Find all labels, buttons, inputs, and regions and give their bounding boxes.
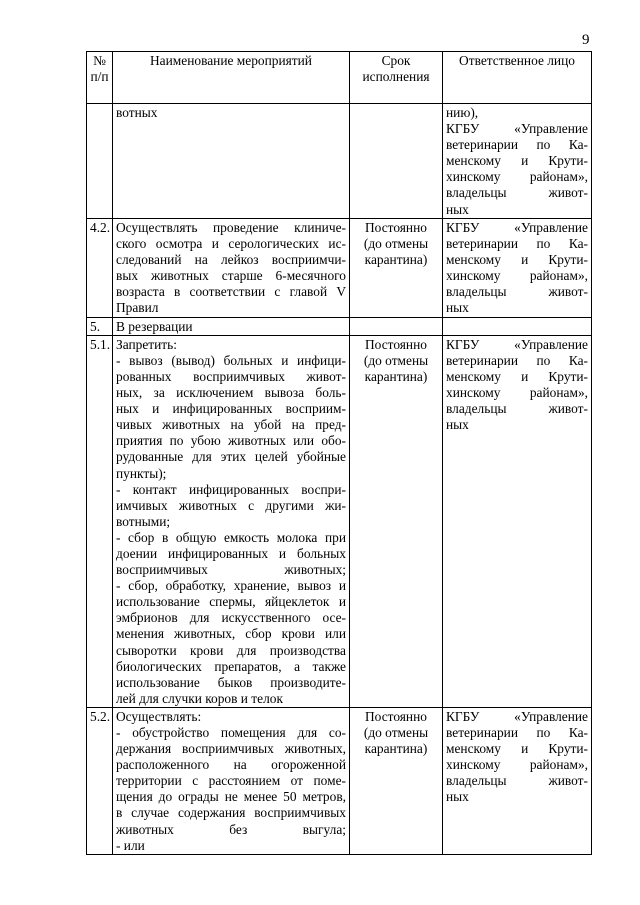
row-measure-name	[113, 335, 350, 707]
cell-line: КГБУ «Управление	[446, 219, 588, 235]
cell-line: вых животных старше 6-месячного	[116, 267, 346, 283]
row-term	[350, 707, 443, 854]
cell-line: Запретить:	[116, 336, 177, 352]
cell-line: животных без выгула;	[116, 821, 346, 837]
cell-line: - сбор, обработку, хранение, вывоз и	[116, 578, 346, 594]
cell-line: ветеринарии по Ка-	[446, 725, 588, 740]
table-row	[87, 317, 592, 335]
cell-line: Постоянно	[365, 708, 427, 724]
cell-line: вотными;	[116, 513, 171, 529]
cell-line: менскому и Крути-	[446, 251, 588, 267]
cell-line: менскому и Крути-	[446, 153, 588, 169]
cell-line: пункты);	[116, 465, 167, 481]
row-number: 5.2.	[87, 707, 113, 854]
row-measure-name	[113, 317, 350, 335]
row-number: 5.1.	[87, 335, 113, 707]
cell-line: имчивых животных с другими жи-	[116, 497, 346, 513]
cell-line: хинскому районам»,	[446, 385, 588, 401]
cell-line: ных	[446, 789, 469, 805]
row-measure-name	[113, 104, 350, 219]
cell-line: владельцы живот-	[446, 773, 588, 789]
cell-line: менскому и Крути-	[446, 368, 588, 384]
cell-line: Осуществлять:	[116, 708, 202, 724]
cell-line: территории с расстоянием от поме-	[116, 773, 346, 789]
row-responsible	[443, 104, 592, 219]
cell-line: владельцы живот-	[446, 401, 588, 417]
row-number	[87, 104, 113, 219]
cell-line: возраста в соответствии с главой V	[116, 284, 346, 300]
cell-line: расположенного на огороженной	[116, 757, 346, 773]
cell-line: следований на лейкоз восприимчи-	[116, 251, 346, 267]
cell-line: в случае содержания восприимчивых	[116, 805, 346, 821]
cell-line: (до отмены	[363, 725, 429, 740]
cell-line: рудованные для этих целей убойные	[116, 449, 346, 465]
cell-line: доении инфицированных и больных	[116, 545, 346, 561]
cell-line: ветеринарии по Ка-	[446, 137, 588, 153]
cell-line: - сбор в общую емкость молока при	[116, 529, 346, 545]
cell-line: хинскому районам»,	[446, 757, 588, 773]
cell-line: ных	[446, 300, 469, 316]
cell-line: - вывоз (вывод) больных и инфици-	[116, 352, 346, 368]
row-measure-name	[113, 218, 350, 317]
cell-line: В резервации	[116, 318, 193, 334]
row-term	[350, 218, 443, 317]
cell-line: восприимчивых животных;	[116, 562, 346, 578]
cell-line: КГБУ «Управление	[446, 336, 588, 352]
header-measure-name: Наименование мероприятий	[113, 52, 350, 104]
cell-line: вотных	[116, 105, 158, 120]
cell-line: ных	[446, 417, 469, 433]
header-responsible: Ответственное лицо	[443, 52, 592, 104]
table-row	[87, 707, 592, 854]
row-number: 4.2.	[87, 218, 113, 317]
row-number: 5.	[87, 317, 113, 335]
table-row	[87, 104, 592, 219]
row-term	[350, 317, 443, 335]
cell-line: хинскому районам»,	[446, 169, 588, 185]
cell-line: ных и инфицированных восприим-	[116, 401, 346, 417]
cell-line: Осуществлять проведение клиниче-	[116, 219, 346, 235]
page-number: 9	[582, 32, 590, 48]
header-term-line2: исполнения	[362, 69, 430, 85]
cell-line: сыворотки крови для производства	[116, 642, 346, 658]
cell-line: приятия по убою животных или обо-	[116, 433, 346, 449]
cell-line: рованных восприимчивых живот-	[116, 368, 346, 384]
cell-line: владельцы живот-	[446, 284, 588, 300]
cell-line: держания восприимчивых животных,	[116, 741, 346, 757]
cell-line: карантина)	[364, 741, 428, 757]
cell-line: ветеринарии по Ка-	[446, 235, 588, 251]
row-responsible	[443, 707, 592, 854]
cell-line: Правил	[116, 300, 159, 316]
cell-line: Постоянно	[365, 219, 427, 235]
row-responsible	[443, 335, 592, 707]
cell-line: нию),	[446, 105, 479, 120]
table-row	[87, 335, 592, 707]
row-responsible	[443, 218, 592, 317]
cell-line: менения животных, сбор крови или	[116, 626, 346, 642]
cell-line: эмбрионов для искусственного осе-	[116, 610, 346, 626]
cell-line: карантина)	[364, 368, 428, 384]
cell-line: ского осмотра и серологических ис-	[116, 235, 346, 251]
cell-line: ных, за исключением вывоза боль-	[116, 385, 346, 401]
row-term	[350, 335, 443, 707]
row-responsible	[443, 317, 592, 335]
cell-line: карантина)	[364, 251, 428, 267]
cell-line: использование спермы, яйцеклеток и	[116, 594, 346, 610]
table-header-row	[87, 52, 592, 104]
cell-line: ветеринарии по Ка-	[446, 352, 588, 368]
header-number	[87, 52, 113, 104]
measures-table	[86, 51, 592, 855]
cell-line: - или	[116, 837, 145, 853]
header-term	[350, 52, 443, 104]
cell-line: Постоянно	[365, 336, 427, 352]
cell-line: - контакт инфицированных воспри-	[116, 481, 346, 497]
cell-line: владельцы живот-	[446, 185, 588, 201]
cell-line: чивых животных на убой на пред-	[116, 417, 346, 433]
row-term	[350, 104, 443, 219]
cell-line: менскому и Крути-	[446, 741, 588, 757]
cell-line: лей для случки коров и телок	[116, 690, 283, 706]
cell-line: щения до ограды не менее 50 метров,	[116, 789, 346, 805]
cell-line: (до отмены	[363, 352, 429, 368]
header-number-line2: п/п	[90, 69, 109, 85]
cell-line: КГБУ «Управление	[446, 708, 588, 724]
cell-line: ных	[446, 201, 469, 217]
cell-line: использование быков производите-	[116, 674, 346, 690]
cell-line: хинскому районам»,	[446, 267, 588, 283]
cell-line: - обустройство помещения для со-	[116, 725, 346, 740]
table-row	[87, 218, 592, 317]
header-number-line1: №	[93, 53, 106, 68]
row-measure-name	[113, 707, 350, 854]
header-term-line1: Срок	[381, 53, 411, 68]
cell-line: КГБУ «Управление	[446, 121, 588, 137]
cell-line: (до отмены	[363, 235, 429, 251]
cell-line: биологических препаратов, а также	[116, 658, 346, 674]
